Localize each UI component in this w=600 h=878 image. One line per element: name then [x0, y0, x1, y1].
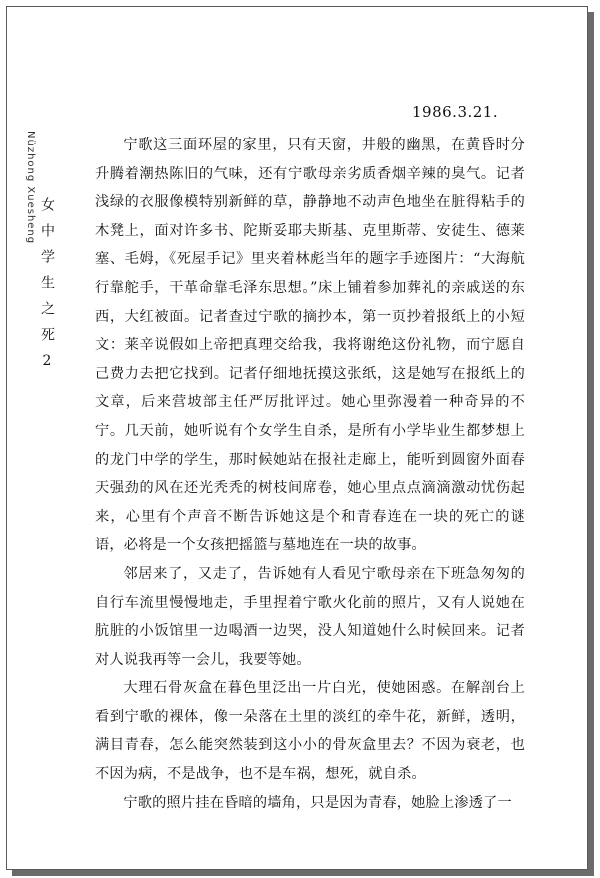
paragraph-3: 大理石骨灰盒在暮色里泛出一片白光，使她困惑。在解剖台上看到宁歌的裸体，像一朵落在土里的淡红的牵牛花，新鲜，透明，满目青春，怎么能突然装到这小小的骨灰盒里去？不因为衰老，也不因为病，不是战争，也不是车祸，想死，就自杀。: [95, 680, 525, 783]
paragraph-2: 邻居来了，又走了，告诉她有人看见宁歌母亲在下班急匆匆的自行车流里慢慢地走，手里捏着宁歌火化前的照片，又有人说她在肮脏的小饭馆里一边喝酒一边哭，没人知道她什么时候回来。记者对人说我再等一会儿，我要等她。: [95, 565, 525, 668]
side-running-head: [25, 131, 55, 391]
paragraph-1: 宁歌这三面环屋的家里，只有天窗，井般的幽黑，在黄昏时分升腾着潮热陈旧的气味，还有宁歌母亲劣质香烟辛辣的臭气。记者浅绿的衣服像模特别新鲜的草，静静地不动声色地坐在脏得粘手的木凳上，面对许多书、陀斯妥耶夫斯基、克里斯蒂、安徒生、德莱塞、毛姆，《死屋手记》里夹着林彪当年的题字手迹图片：“大海航行靠舵手，干革命靠毛泽东思想。”床上铺着参加葬礼的亲戚送的东西，大红被面。记者查过宁歌的摘抄本，第一页抄着报纸上的小短文：莱辛说假如上帝把真理交给我，我将谢绝这份礼物，而宁愿自己费力去把它找到。记者仔细地抚摸这张纸，这是她写在报纸上的文章，后来营坡部主任严厉批评过。她心里弥漫着一种奇异的不宁。几天前，她听说有个女学生自杀，是所有小学毕业生都梦想上的龙门中学的学生，那时候她站在报社走廊上，能听到圆窗外面春天强劲的风在还光秃秃的树枝间席卷，她心里点点滴滴激动忧伤起来，心里有个声音不断告诉她这是个和青春连在一块的死亡的谜语，必将是一个女孩把摇篮与墓地连在一块的故事。: [95, 137, 525, 554]
book-page: [6, 6, 588, 870]
running-head-title: 女中学生之死2: [39, 197, 55, 381]
diary-date: 1986.3.21.: [412, 103, 499, 121]
running-head-pinyin: Nüzhong Xuesheng: [25, 131, 36, 245]
paragraph-4: 宁歌的照片挂在昏暗的墙角，只是因为青春，她脸上渗透了一: [123, 794, 512, 811]
body-text: [95, 131, 525, 817]
